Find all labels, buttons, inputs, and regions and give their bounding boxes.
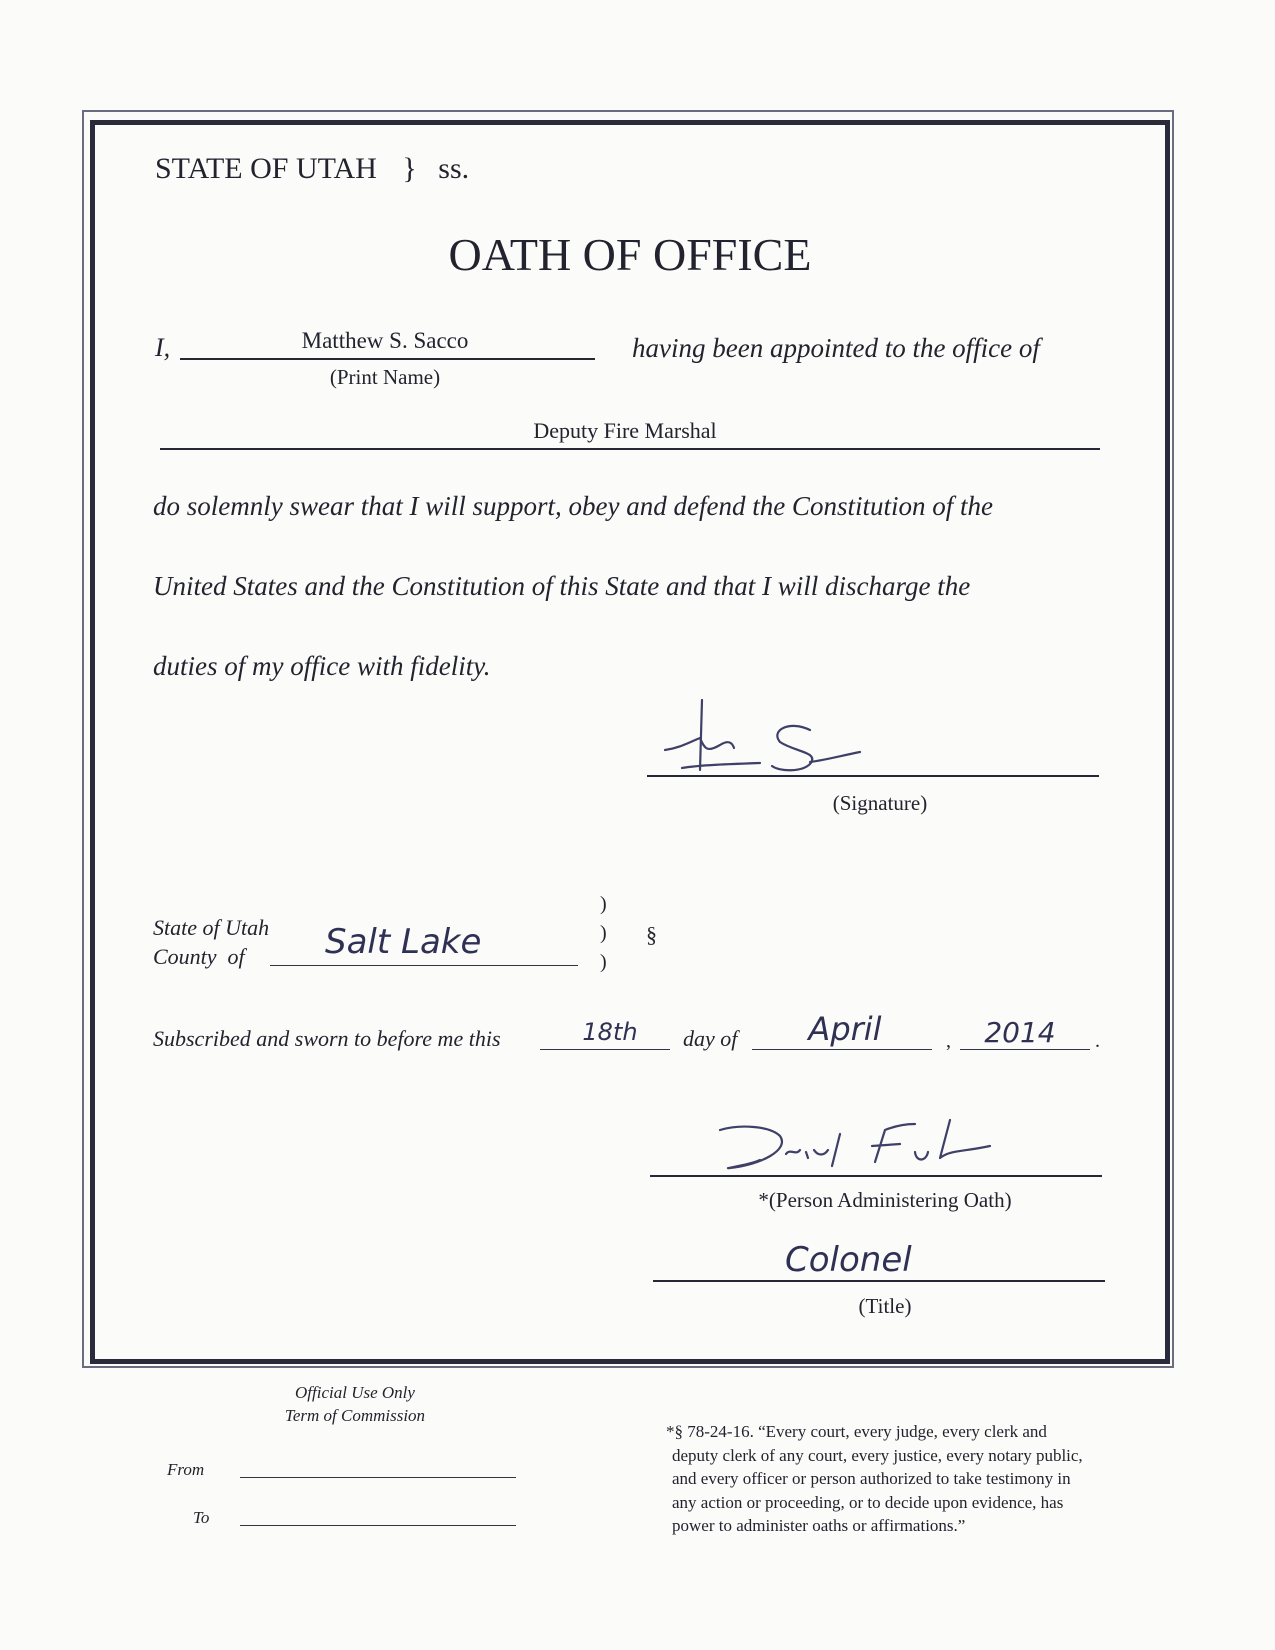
year-value-handwritten: 2014 bbox=[984, 1016, 1056, 1049]
print-name-line bbox=[180, 358, 595, 360]
venue-paren-3: ) bbox=[600, 951, 607, 973]
administering-officer-signature bbox=[700, 1110, 1020, 1180]
oath-line-2: United States and the Constitution of this State and that I will discharge the bbox=[153, 571, 971, 601]
county-value-handwritten: Salt Lake bbox=[325, 922, 482, 962]
print-name-value: Matthew S. Sacco bbox=[301, 328, 469, 353]
footnote-line-4: any action or proceeding, or to decide upon evidence, has bbox=[672, 1492, 1064, 1512]
i-label: I, bbox=[155, 333, 171, 362]
administering-line bbox=[650, 1175, 1102, 1177]
appointed-text: having been appointed to the office of bbox=[632, 333, 1040, 363]
signature-caption: (Signature) bbox=[832, 791, 928, 815]
state-label: STATE OF UTAH bbox=[155, 152, 377, 185]
date-comma: , bbox=[946, 1030, 951, 1052]
brace-symbol: } bbox=[402, 152, 417, 185]
from-line bbox=[240, 1477, 516, 1478]
county-line bbox=[270, 965, 578, 966]
office-value: Deputy Fire Marshal bbox=[533, 418, 717, 443]
title-value-handwritten: Colonel bbox=[785, 1240, 912, 1280]
footnote-line-2: deputy clerk of any court, every justice, every notary public, bbox=[672, 1445, 1083, 1465]
date-period: . bbox=[1095, 1030, 1100, 1052]
footnote-block bbox=[666, 1420, 1083, 1538]
term-of-commission-heading: Term of Commission bbox=[284, 1406, 426, 1425]
print-name-caption: (Print Name) bbox=[329, 365, 441, 389]
official-use-heading: Official Use Only bbox=[295, 1383, 415, 1402]
year-line bbox=[960, 1049, 1090, 1050]
signature-line bbox=[647, 775, 1099, 777]
month-line bbox=[752, 1049, 932, 1050]
section-symbol: § bbox=[646, 922, 657, 947]
oath-line-3: duties of my office with fidelity. bbox=[153, 651, 491, 681]
to-label: To bbox=[193, 1508, 210, 1527]
title-line bbox=[653, 1280, 1105, 1282]
title-caption: (Title) bbox=[858, 1294, 912, 1318]
footnote-line-1: *§ 78-24-16. “Every court, every judge, every clerk and bbox=[666, 1422, 1047, 1441]
from-label: From bbox=[167, 1460, 205, 1479]
venue-paren-2: ) bbox=[600, 922, 607, 944]
ss-label: ss. bbox=[438, 152, 470, 185]
to-line bbox=[240, 1525, 516, 1526]
day-value-handwritten: 18th bbox=[582, 1018, 638, 1046]
oath-taker-signature bbox=[660, 690, 880, 800]
day-line bbox=[540, 1049, 670, 1050]
administering-caption: *(Person Administering Oath) bbox=[758, 1188, 1012, 1212]
venue-paren-1: ) bbox=[600, 893, 607, 915]
office-line bbox=[160, 448, 1100, 450]
subscribed-prefix: Subscribed and sworn to before me this bbox=[153, 1026, 501, 1051]
month-value-handwritten: April bbox=[808, 1010, 882, 1048]
venue-county-label: County of bbox=[153, 944, 245, 969]
state-heading bbox=[155, 152, 469, 186]
footnote-line-3: and every officer or person authorized to take testimony in bbox=[672, 1469, 1071, 1488]
oath-line-1: do solemnly swear that I will support, obey and defend the Constitution of the bbox=[153, 491, 993, 521]
page-title: OATH OF OFFICE bbox=[448, 229, 812, 280]
footnote-line-5: power to administer oaths or affirmations.” bbox=[672, 1516, 966, 1535]
day-of-label: day of bbox=[683, 1026, 738, 1051]
venue-state-label: State of Utah bbox=[153, 915, 270, 940]
